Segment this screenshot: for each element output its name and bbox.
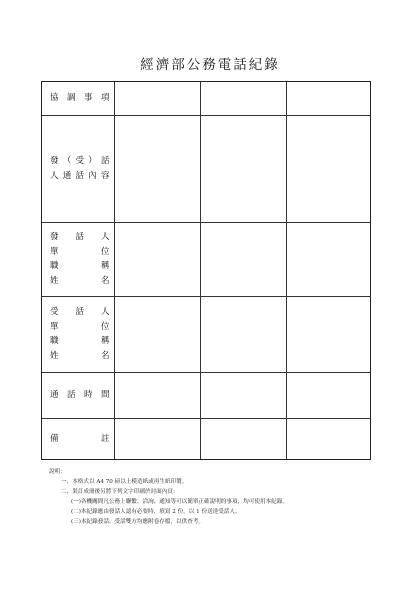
cell-caller-info-3[interactable]	[286, 222, 370, 296]
cell-call-time-1[interactable]	[114, 372, 200, 418]
cell-remarks-2[interactable]	[200, 418, 286, 459]
instruction-sub-1: (一)各機關間凡公務上聯繫、洽詢、通知等可以簡單正確說明的事項，均可使用本紀錄。	[71, 499, 288, 505]
instruction-item-2: 二、裝訂成冊後另將下列文字印刷於封面內頁：	[61, 489, 179, 495]
form-table	[42, 82, 370, 459]
instructions-title: 說明：	[49, 469, 66, 475]
cell-call-time-2[interactable]	[200, 372, 286, 418]
cell-call-time-3[interactable]	[286, 372, 370, 418]
row-caller-content	[42, 115, 370, 222]
cell-caller-info-2[interactable]	[200, 222, 286, 296]
label-coordination: 協 調 事 項	[42, 82, 114, 115]
form-title: 經濟部公務電話紀錄	[140, 57, 280, 73]
label-caller-info: 發 話 人 單 位 職 稱 姓 名	[42, 222, 114, 296]
row-call-time	[42, 372, 370, 418]
cell-remarks-3[interactable]	[286, 418, 370, 459]
label-caller-content: 發 （ 受 ） 話 人 通 話 內 容	[42, 115, 114, 222]
cell-caller-info-1[interactable]	[114, 222, 200, 296]
label-receiver-info: 受 話 人 單 位 職 稱 姓 名	[42, 296, 114, 372]
cell-receiver-info-2[interactable]	[200, 296, 286, 372]
instruction-sub-2: (二)本紀錄應由發話人認有必要時，填寫 2 份，以 1 份送達受話人。	[71, 509, 241, 515]
cell-coordination-1[interactable]	[114, 82, 200, 115]
cell-caller-content-2[interactable]	[200, 115, 286, 222]
cell-receiver-info-3[interactable]	[286, 296, 370, 372]
label-remarks: 備 註	[42, 418, 114, 459]
phone-record-form	[41, 81, 371, 460]
cell-caller-content-1[interactable]	[114, 115, 200, 222]
instruction-sub-3: (三)本紀錄發話、受話雙方均應附卷存檔，以供查考。	[71, 519, 205, 525]
label-call-time: 通 話 時 間	[42, 372, 114, 418]
row-caller-info	[42, 222, 370, 296]
row-coordination	[42, 82, 370, 115]
cell-receiver-info-1[interactable]	[114, 296, 200, 372]
cell-coordination-2[interactable]	[200, 82, 286, 115]
instruction-item-1: 一、本格式以 A4 70 磅以上模造紙或再生紙印製。	[61, 479, 188, 485]
instructions	[49, 467, 379, 527]
row-remarks	[42, 418, 370, 459]
row-receiver-info	[42, 296, 370, 372]
cell-coordination-3[interactable]	[286, 82, 370, 115]
cell-caller-content-3[interactable]	[286, 115, 370, 222]
cell-remarks-1[interactable]	[114, 418, 200, 459]
